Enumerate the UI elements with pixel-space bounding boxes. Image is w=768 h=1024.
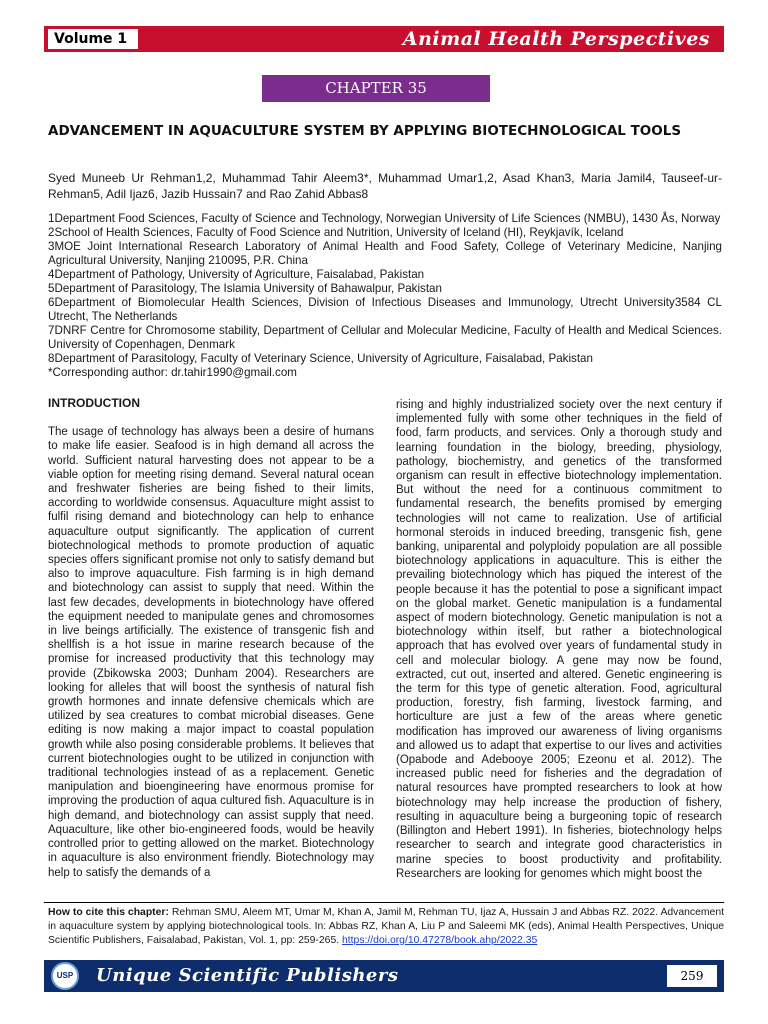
- affiliation-item: 4Department of Pathology, University of Agriculture, Faisalabad, Pakistan: [48, 268, 425, 281]
- citation-text: Rehman SMU, Aleem MT, Umar M, Khan A, Jamil M, Rehman TU, Ijaz A, Hussain J and Abbas RZ. 2022. Advancement in aquaculture system by applying biotechnological tools. In: Abbas RZ, Khan A, Liu P and Saleemi MK (eds), Animal Health Perspectives, Unique Scientific Publishers, Faisalabad, Pakistan, Vol. 1, pp: 259-265.: [48, 907, 724, 946]
- publisher-logo-icon: [51, 962, 79, 990]
- paper-title: ADVANCEMENT IN AQUACULTURE SYSTEM BY APPLYING BIOTECHNOLOGICAL TOOLS: [48, 123, 682, 139]
- body-paragraph-right: rising and highly industrialized society over the next century if implemented fully with some other techniques in the field of food, farm products, and services. Only a thorough study and learning foundation in the biology, breeding, physiology, pathology, biochemistry, and genetics of the transformed organism can result in effective biotechnology implementation. But without the need for a continuous commitment to fundamental research, the benefits promised by emerging technologies will not came to realization. Use of artificial hormonal steroids in induced breeding, transgenic fish, gene banking, uniparental and polyploidy population are all possible biotechnology applications in aquaculture. This is either the prevailing biotechnology which has piqued the interest of the people because it has the potential to pose a significant impact on the global market. Genetic manipulation is a fundamental aspect of modern biotechnology. Genetic manipulation is not a biotechnology within itself, but rather a biotechnological approach that has evolved over years of fundamental study in cell and molecular biology. A gene may now be found, extracted, cut out, inserted and altered. Genetic engineering is the term for this type of genetic alteration. Food, agricultural production, forestry, fish farming, livestock farming, and horticulture are just a few of the areas where genetic modification has improved our awareness of living organisms and allowed us to adapt that expertise to our lives and activities (Opabode and Adebooye 2005; Ezeonu et al. 2012). The increased public need for fisheries and the degradation of natural resources have prompted researchers to look at how biotechnology may help increase the production of fishery, resulting in aquaculture being a burgeoning topic of research (Billington and Hebert 1991). In fisheries, biotechnology helps researcher to search and integrate good characteristics in marine species to boost productivity and profitability. Researchers are looking for genomes which might boost the: [396, 399, 722, 880]
- publisher-logo-text: USP: [56, 971, 74, 980]
- journal-title: Animal Health Perspectives: [402, 28, 710, 50]
- author-list: Syed Muneeb Ur Rehman1,2, Muhammad Tahir Aleem3*, Muhammad Umar1,2, Asad Khan3, Maria Jamil4, Tauseef-ur-Rehman5, Adil Ijaz6, Jazib Hussain7 and Rao Zahid Abbas8: [48, 171, 722, 201]
- chapter-label: CHAPTER 35: [325, 79, 427, 97]
- chapter-badge: [262, 75, 490, 102]
- publisher-name: Unique Scientific Publishers: [96, 965, 399, 986]
- volume-label-box: [47, 28, 139, 50]
- corresponding-author: *Corresponding author: dr.tahir1990@gmail.com: [48, 366, 297, 379]
- volume-label: Volume 1: [54, 31, 128, 47]
- affiliation-item: 1Department Food Sciences, Faculty of Science and Technology, Norwegian University of Life Sciences (NMBU), 1430 Ås, Norway: [48, 212, 721, 225]
- left-column: [48, 396, 374, 880]
- page-number: 259: [667, 965, 717, 987]
- citation-divider: [44, 902, 724, 903]
- affiliation-item: 6Department of Biomolecular Health Sciences, Division of Infectious Diseases and Immunology, Utrecht University3584 CL Utrecht, The Netherlands: [48, 296, 722, 323]
- affiliation-item: 2School of Health Sciences, Faculty of Food Science and Nutrition, University of Iceland (HI), Reykjavík, Iceland: [48, 226, 624, 239]
- citation-block: [48, 906, 724, 948]
- citation-label: How to cite this chapter:: [48, 907, 169, 918]
- doi-link[interactable]: https://doi.org/10.47278/book.ahp/2022.35: [342, 935, 538, 946]
- affiliation-item: 7DNRF Centre for Chromosome stability, Department of Cellular and Molecular Medicine, Faculty of Health and Medical Sciences. University of Copenhagen, Denmark: [48, 324, 722, 351]
- affiliation-item: 3MOE Joint International Research Laboratory of Animal Health and Food Safety, College of Veterinary Medicine, Nanjing Agricultural University, Nanjing 210095, P.R. China: [48, 240, 722, 267]
- affiliation-item: 5Department of Parasitology, The Islamia University of Bahawalpur, Pakistan: [48, 282, 442, 295]
- affiliation-item: 8Department of Parasitology, Faculty of Veterinary Science, University of Agriculture, Faisalabad, Pakistan: [48, 352, 593, 365]
- affiliation-list: [48, 212, 722, 380]
- right-column: [396, 398, 722, 881]
- section-heading-introduction: INTRODUCTION: [48, 396, 140, 410]
- body-paragraph-left: The usage of technology has always been a desire of humans to make life easier. Seafood is in high demand all across the world. Sufficient natural harvesting does not appear to be a viable option for meeting rising demand. Several natural ocean and freshwater fisheries are being fished to their limits, according to worldwide consensus. Aquaculture might assist to fulfil rising demand and biotechnology can help to enhance aquaculture output significantly. The application of current biotechnological methods to promote production of aquatic species offers significant promise not only to satisfy demand but also to improve aquaculture. Fish farming is in high demand and biotechnology can assist to supply that need. Within the last few decades, developments in biotechnology have offered the equipment needed to manipulate genes and chromosomes in live beings artificially. The existence of transgenic fish and shellfish is a hot issue in marine research because of the promise for increased productivity that this technology may provide (Zbikowska 2003; Dunham 2004). Researchers are looking for alleles that will boost the synthesis of natural fish growth hormones and innate defensive chemicals which are utilized by sea creatures to combat microbial diseases. Gene editing is now making a major impact to coastal population growth while also posing considerable problems. It believes that current biotechnologies ought to be utilized in conjunction with traditional technologies instead of as a replacement. Genetic manipulation and bioengineering have enormous promise for improving the production of aqua cultured fish. Aquaculture is in high demand, and biotechnology can assist supply that need. Aquaculture, like other bio-engineered foods, would be heavily controlled prior to getting allowed on the market. Biotechnology in aquaculture is also environment friendly. Biotechnology may help to satisfy the demands of a: [48, 426, 374, 879]
